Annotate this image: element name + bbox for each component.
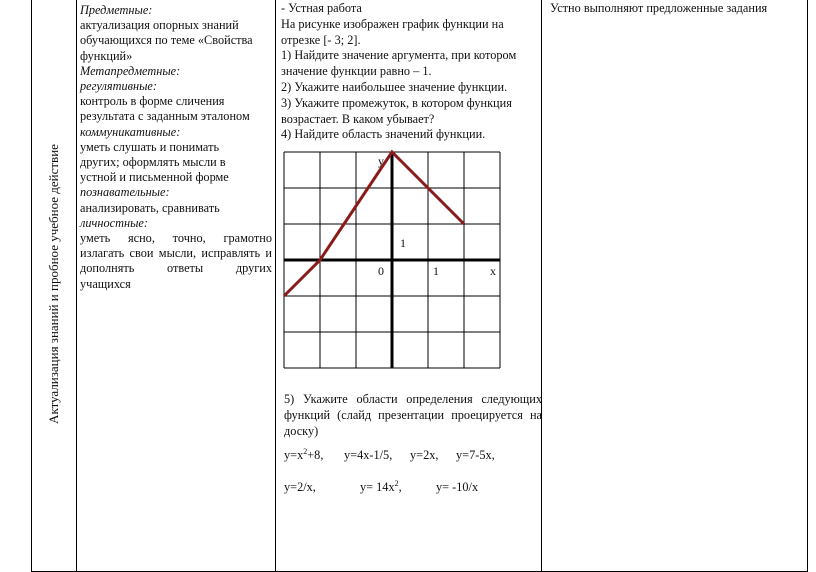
formula-7: у= -10/х bbox=[436, 480, 479, 494]
regulatory-line-1: контроль в форме сличения bbox=[80, 94, 225, 109]
cognitive-line-1: анализировать, сравнивать bbox=[80, 200, 220, 215]
pupils-cell bbox=[542, 0, 808, 572]
stage-label: Актуализация знаний и пробное учебное действие bbox=[46, 144, 61, 424]
task-line-4: 1) Найдите значение аргумента, при котором bbox=[281, 48, 517, 63]
communicative-heading: коммуникативные: bbox=[80, 124, 181, 139]
function-graph bbox=[284, 149, 516, 375]
subject-line-3: функций» bbox=[80, 48, 133, 63]
regulatory-line-2: результата с заданным эталоном bbox=[80, 109, 250, 124]
task-line-2: На рисунке изображен график функции на bbox=[281, 16, 504, 31]
formula-5: у=2/х, bbox=[284, 480, 316, 494]
task-line-8: возрастает. В каком убывает? bbox=[281, 111, 435, 126]
task-line-9: 4) Найдите область значений функции. bbox=[281, 127, 486, 142]
x-unit-label: 1 bbox=[433, 264, 439, 278]
personal-line-2: излагать свои мысли, исправлять и bbox=[80, 246, 272, 261]
subject-line-2: обучающихся по теме «Свойства bbox=[80, 33, 253, 48]
task-line-5: значение функции равно – 1. bbox=[281, 64, 432, 79]
regulatory-heading: регулятивные: bbox=[80, 79, 157, 94]
communicative-line-1: уметь слушать и понимать bbox=[80, 139, 220, 154]
formula-1: $у=х^2+8$, bbox=[284, 447, 324, 462]
personal-line-1: уметь ясно, точно, грамотно bbox=[80, 231, 272, 246]
origin-label: 0 bbox=[378, 264, 384, 278]
x-axis-label: х bbox=[490, 264, 496, 278]
cognitive-heading: познавательные: bbox=[80, 185, 170, 200]
communicative-line-2: других; оформлять мысли в bbox=[80, 155, 226, 170]
personal-heading: личностные: bbox=[80, 215, 148, 230]
task-line-7: 3) Укажите промежуток, в котором функция bbox=[281, 95, 512, 110]
question-5-text: 5) Укажите области определения следующих функций (слайд презентации проецируется на доску) bbox=[284, 392, 542, 438]
meta-heading: Метапредметные: bbox=[80, 63, 181, 78]
personal-line-4: учащихся bbox=[80, 276, 131, 291]
formula-6: $у= 14х^2$, bbox=[360, 479, 402, 494]
subject-heading: Предметные: bbox=[80, 3, 153, 17]
axes bbox=[284, 152, 500, 368]
formula-3: у=2х, bbox=[410, 448, 439, 462]
task-line-3: отрезке [- 3; 2]. bbox=[281, 32, 361, 47]
task-line-6: 2) Укажите наибольшее значение функции. bbox=[281, 79, 508, 94]
question-5 bbox=[284, 392, 542, 439]
task-line-1: - Устная работа bbox=[281, 1, 362, 15]
goals-cell bbox=[77, 0, 276, 572]
pupils-activity: Устно выполняют предложенные задания bbox=[550, 1, 768, 15]
formula-4: у=7-5х, bbox=[456, 448, 495, 462]
communicative-line-3: устной и письменной форме bbox=[80, 170, 229, 185]
formula-2: у=4х-1/5, bbox=[344, 448, 393, 462]
y-unit-label: 1 bbox=[400, 236, 406, 250]
y-axis-label: у bbox=[378, 154, 384, 168]
stage-cell bbox=[32, 0, 77, 572]
subject-line-1: актуализация опорных знаний bbox=[80, 18, 239, 33]
personal-line-3: дополнять ответы других bbox=[80, 261, 272, 276]
